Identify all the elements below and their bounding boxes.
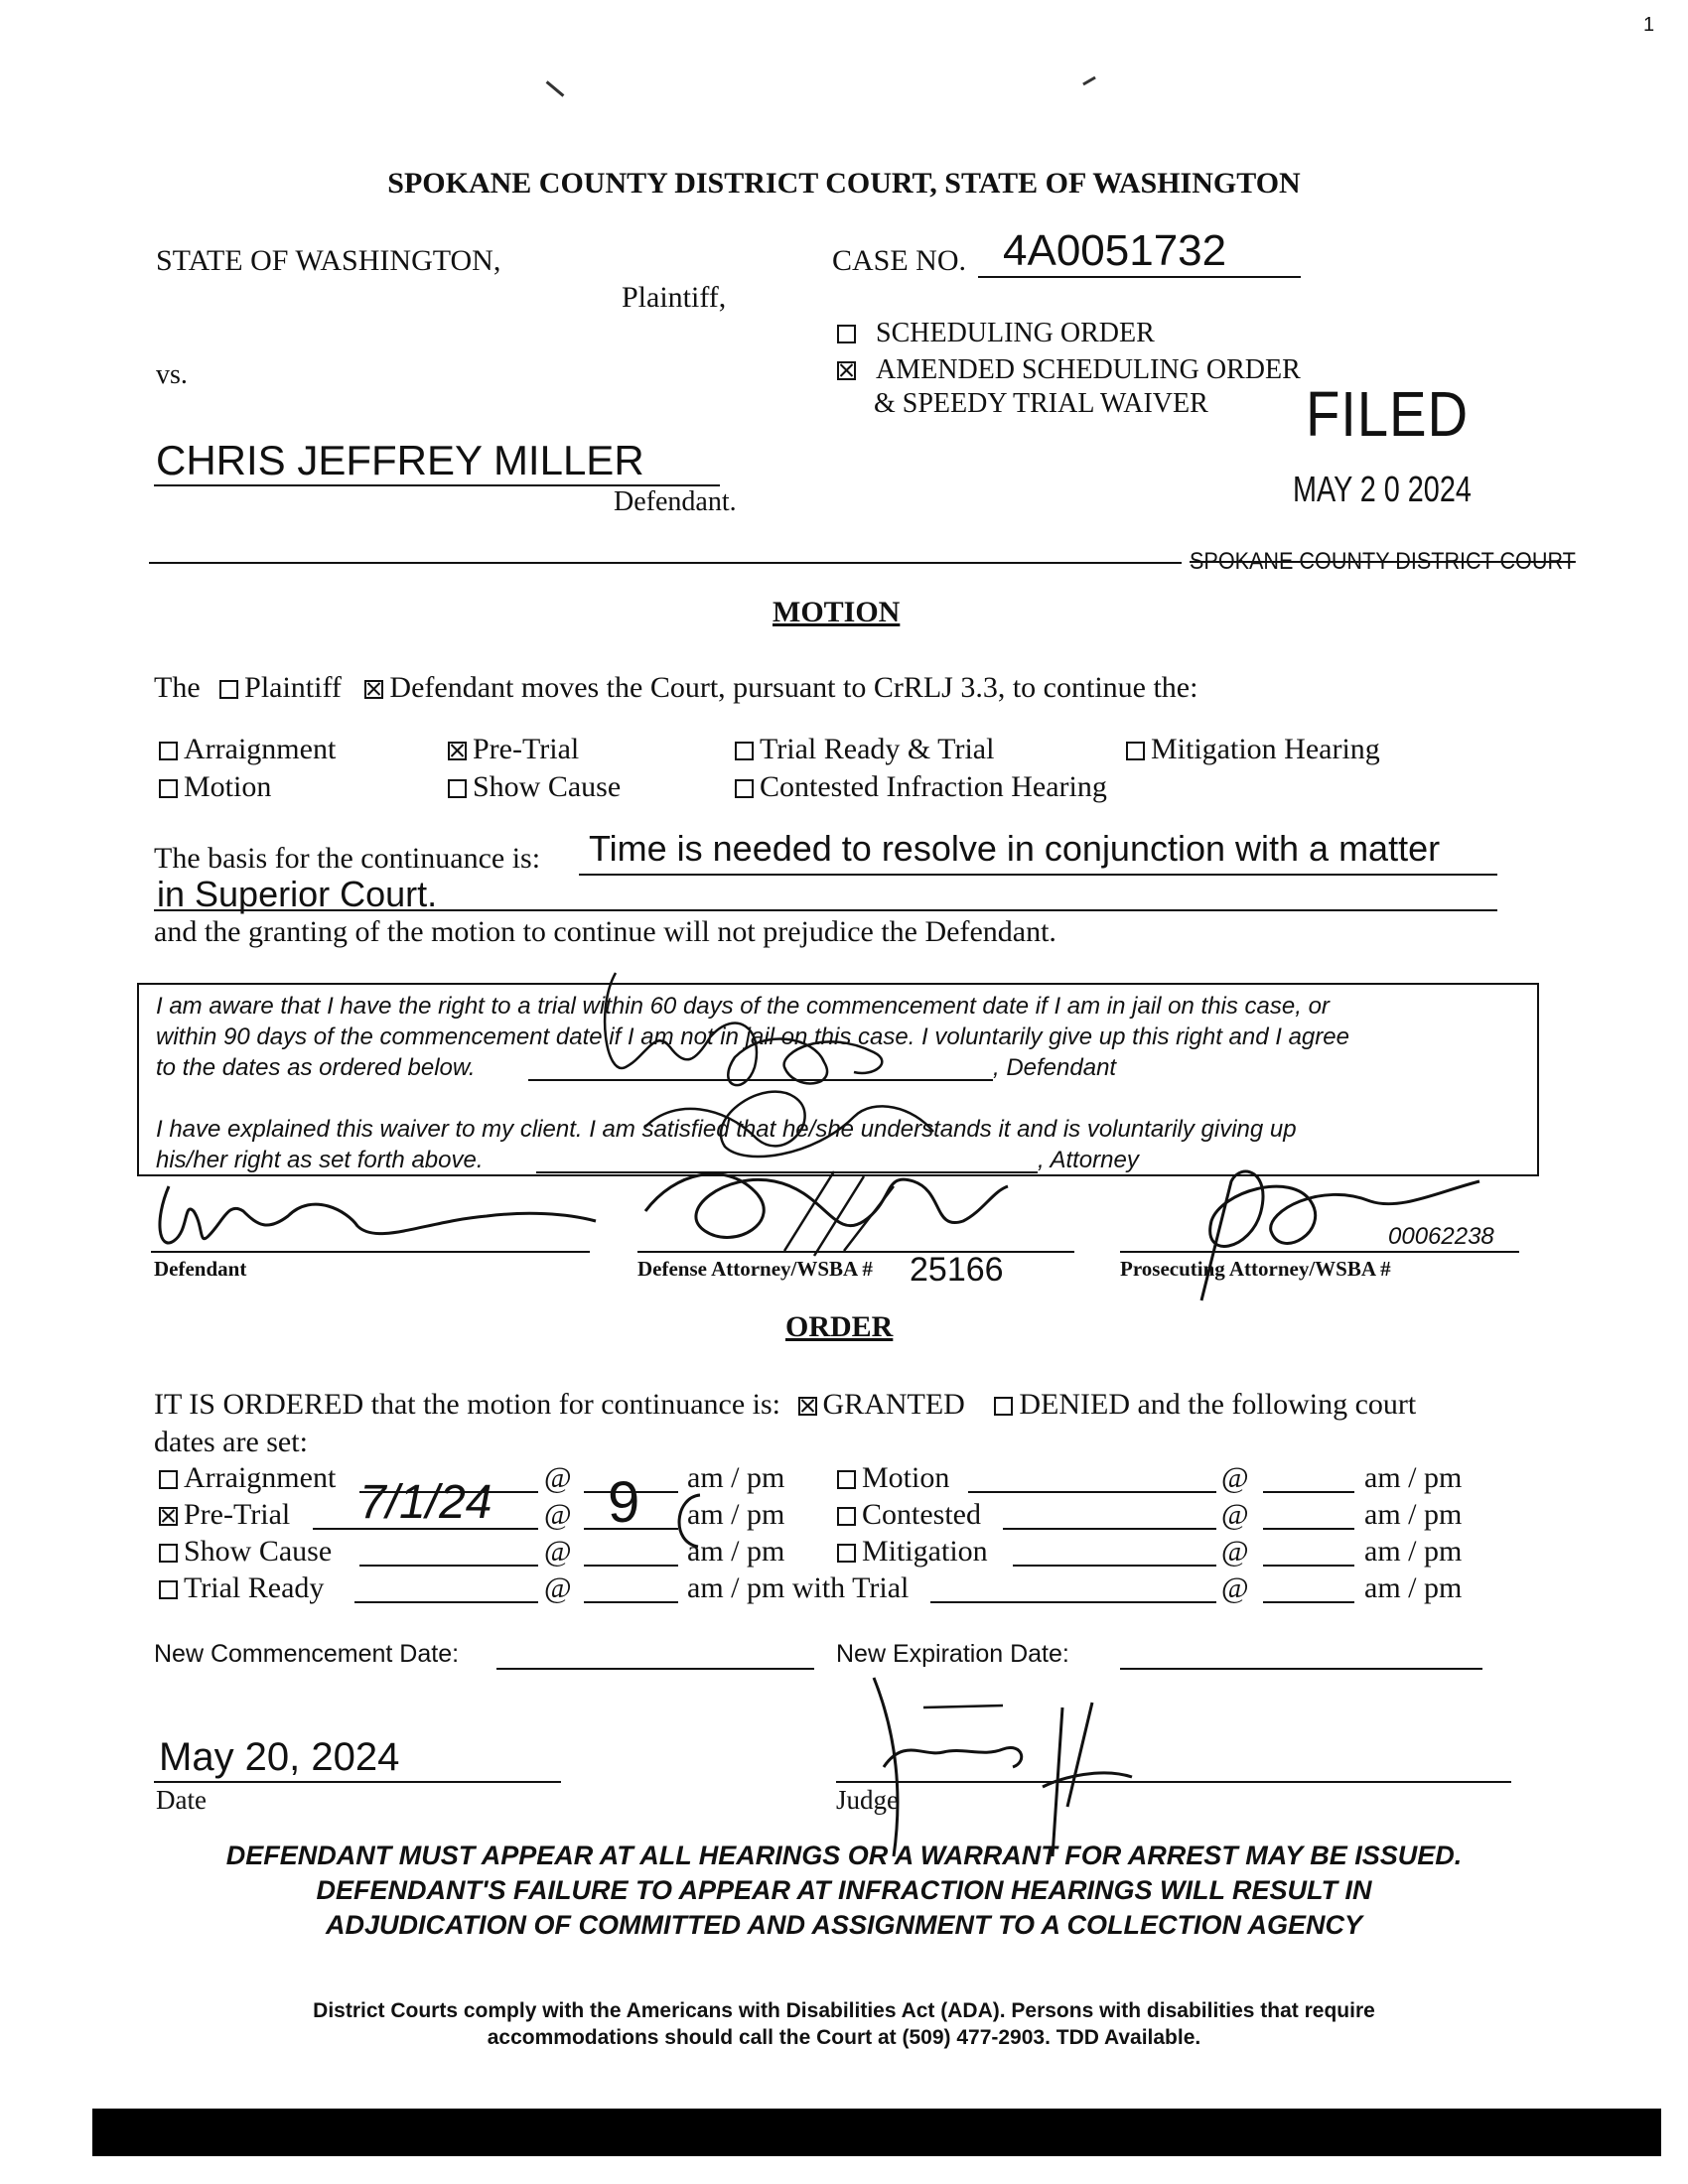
form-option-amended-label: AMENDED SCHEDULING ORDER [876,354,1301,385]
mitigation-date-line [1013,1565,1216,1567]
trial-date-line [930,1601,1216,1603]
defense-attorney-label: Defense Attorney/WSBA # [637,1257,873,1281]
trial-ready-at: @ [544,1571,572,1604]
trial-ready-date-line [354,1601,538,1603]
checkbox-order-motion[interactable] [837,1470,856,1489]
hearing-option-label: Trial Ready & Trial [760,733,995,765]
checkbox-denied[interactable] [994,1397,1013,1416]
checkbox-contested-infraction[interactable] [735,779,754,798]
order-heading: ORDER [785,1310,894,1343]
contested-ampm: am / pm [1364,1498,1463,1531]
order-row-label: Mitigation [862,1535,988,1568]
waiver-line-5: his/her right as set forth above. [156,1147,484,1173]
order-ruling [154,1388,1416,1422]
appearance-warning-line-3: ADJUDICATION OF COMMITTED AND ASSIGNMENT TO A COLLECTION AGENCY [326,1910,1362,1940]
basis-line-2: in Superior Court. [157,874,438,914]
order-row-label: Pre-Trial [184,1498,291,1531]
case-number: 4A0051732 [1003,226,1227,275]
order-row-label: Motion [862,1461,950,1494]
mitigation-time-line [1263,1565,1354,1567]
order-row-label: Show Cause [184,1535,333,1568]
dates-set-label: dates are set: [154,1426,308,1458]
versus-label: vs. [156,359,188,390]
caption-divider [149,562,1182,564]
filed-stamp-court: SPOKANE COUNTY DISTRICT COURT [1190,548,1576,575]
hearing-option-label: Contested Infraction Hearing [760,770,1107,803]
date-label: Date [156,1785,207,1815]
hearing-option-contested [735,770,1107,804]
checkbox-order-trial-ready[interactable] [159,1580,178,1599]
order-row-pre-trial [159,1498,290,1532]
motion-heading: MOTION [773,596,901,628]
checkbox-granted[interactable] [798,1397,817,1416]
form-option-amended [837,354,1301,386]
defense-attorney-signature-scribble [635,1152,1013,1261]
new-commencement-label: New Commencement Date: [154,1640,460,1668]
contested-at: @ [1221,1498,1249,1531]
defendant-signature-scribble [149,1181,616,1256]
order-row-contested [837,1498,981,1532]
basis-underline-1 [579,874,1497,876]
case-number-label: CASE NO. [832,244,967,277]
order-denied-label: DENIED and the following court [1019,1388,1417,1421]
checkbox-order-arraignment[interactable] [159,1470,178,1489]
hearing-option-arraignment [159,733,336,766]
checkbox-mitigation-hearing[interactable] [1126,742,1145,760]
checkbox-arraignment[interactable] [159,742,178,760]
form-option-scheduling-label: SCHEDULING ORDER [876,318,1155,348]
contested-time-line [1263,1528,1354,1530]
basis-underline-2 [154,909,1497,911]
motion-at: @ [1221,1461,1249,1494]
trial-time-line [1263,1601,1354,1603]
waiver-line-4: I have explained this waiver to my client. I am satisfied that he/she understands it and is voluntarily giving up [156,1116,1297,1143]
checkbox-motion[interactable] [159,779,178,798]
ada-notice-line-1: District Courts comply with the Americans with Disabilities Act (ADA). Persons with disabilities that require [313,1999,1375,2022]
order-row-motion [837,1461,949,1495]
checkbox-show-cause[interactable] [448,779,467,798]
mitigation-at: @ [1221,1535,1249,1568]
plaintiff-role: Plaintiff, [622,281,727,314]
mitigation-ampm: am / pm [1364,1535,1463,1568]
new-commencement-line [496,1668,814,1670]
pre-trial-at: @ [544,1498,572,1531]
trial-ampm: am / pm [1364,1571,1463,1604]
ada-notice-line-2: accommodations should call the Court at (509) 477-2903. TDD Available. [487,2026,1201,2049]
form-option-scheduling [837,318,1155,349]
show-cause-at: @ [544,1535,572,1568]
arraignment-at: @ [544,1461,572,1494]
waiver-line-1: I am aware that I have the right to a trial within 60 days of the commencement date if I am in jail on this case, or [156,993,1330,1020]
motion-time-line [1263,1491,1354,1493]
motion-the: The [154,671,201,704]
page-number: 1 [1643,14,1655,36]
case-number-line [978,276,1301,278]
trial-ready-ampm-with-trial: am / pm with Trial [687,1571,910,1604]
motion-plaintiff-label: Plaintiff [244,671,342,704]
motion-ampm: am / pm [1364,1461,1463,1494]
show-cause-date-line [359,1565,538,1567]
motion-date-line [968,1491,1216,1493]
checkbox-plaintiff[interactable] [219,680,238,699]
defense-attorney-wsba: 25166 [910,1251,1004,1289]
trial-at: @ [1221,1571,1249,1604]
defense-attorney-signature-line [637,1251,1074,1253]
judge-signature-scribble [864,1668,1182,1866]
order-row-trial-ready [159,1571,324,1605]
order-row-show-cause [159,1535,332,1569]
prosecutor-label: Prosecuting Attorney/WSBA # [1120,1257,1391,1281]
hearing-option-mitigation [1126,733,1380,766]
order-ruling-text: IT IS ORDERED that the motion for continuance is: [154,1388,781,1421]
scan-speck [1082,76,1096,86]
appearance-warning-line-2: DEFENDANT'S FAILURE TO APPEAR AT INFRACTION HEARINGS WILL RESULT IN [316,1875,1372,1905]
pre-trial-date: 7/1/24 [359,1476,492,1529]
basis-label: The basis for the continuance is: [154,842,541,875]
defendant-signature-line [151,1251,590,1253]
hearing-option-label: Mitigation Hearing [1151,733,1380,765]
appearance-warning-line-1: DEFENDANT MUST APPEAR AT ALL HEARINGS OR A WARRANT FOR ARREST MAY BE ISSUED. [225,1841,1463,1870]
checkbox-order-mitigation[interactable] [837,1544,856,1563]
new-expiration-label: New Expiration Date: [836,1640,1069,1668]
checkbox-scheduling-order[interactable] [837,325,856,343]
hearing-option-label: Show Cause [473,770,622,803]
hearing-option-label: Pre-Trial [473,733,580,765]
scan-speck [546,80,565,96]
motion-defendant-label: Defendant moves the Court, pursuant to CrRLJ 3.3, to continue the: [389,671,1198,704]
judge-label: Judge [836,1785,899,1815]
show-cause-ampm: am / pm [687,1535,785,1568]
order-date: May 20, 2024 [159,1735,400,1779]
court-title: SPOKANE COUNTY DISTRICT COURT, STATE OF WASHINGTON [387,167,1301,200]
prosecutor-wsba: 00062238 [1388,1223,1494,1250]
hearing-option-pre-trial [448,733,579,766]
checkbox-trial-ready[interactable] [735,742,754,760]
hearing-option-motion [159,770,271,804]
defendant-signature-label: Defendant [154,1257,247,1281]
checkbox-defendant[interactable] [364,680,383,699]
checkbox-order-show-cause[interactable] [159,1544,178,1563]
plaintiff-name: STATE OF WASHINGTON, [156,244,501,277]
hearing-option-show-cause [448,770,621,804]
order-row-label: Contested [862,1498,981,1531]
defendant-role: Defendant. [614,486,737,517]
no-prejudice-text: and the granting of the motion to continue will not prejudice the Defendant. [154,915,1056,948]
motion-moving-party [154,671,1197,705]
basis-line-1: Time is needed to resolve in conjunction with a matter [589,828,1441,869]
pre-trial-date-line [313,1528,538,1530]
show-cause-time-line [584,1565,678,1567]
hearing-option-trial-ready [735,733,994,766]
waiver-defendant-suffix: , Defendant [993,1054,1117,1081]
waiver-line-3: to the dates as ordered below. [156,1054,476,1081]
checkbox-order-pre-trial[interactable] [159,1507,178,1526]
arraignment-ampm: am / pm [687,1461,785,1494]
filed-stamp: FILED [1306,378,1470,450]
date-line [154,1781,561,1783]
waiver-attorney-suffix: , Attorney [1038,1147,1139,1173]
order-granted-label: GRANTED [822,1388,965,1421]
hearing-option-label: Arraignment [184,733,337,765]
pre-trial-time: 9 [608,1470,640,1535]
waiver-signatures-scribble [496,968,1053,1176]
prosecutor-signature-line [1120,1251,1519,1253]
defendant-name: CHRIS JEFFREY MILLER [156,437,644,483]
order-row-label: Trial Ready [184,1571,325,1604]
scan-edge-bar [92,2109,1661,2156]
form-option-continued: & SPEEDY TRIAL WAIVER [874,388,1208,419]
order-row-arraignment [159,1461,336,1495]
trial-ready-time-line [584,1601,678,1603]
contested-date-line [1003,1528,1216,1530]
judge-signature-line [836,1781,1511,1783]
waiver-line-2: within 90 days of the commencement date if I am not in jail on this case. I voluntarily give up this right and I agree [156,1024,1349,1050]
checkbox-pre-trial[interactable] [448,742,467,760]
checkbox-amended-scheduling-order[interactable] [837,361,856,380]
checkbox-order-contested[interactable] [837,1507,856,1526]
order-row-label: Arraignment [184,1461,337,1494]
filed-stamp-date: MAY 2 0 2024 [1293,469,1472,509]
pre-trial-ampm: am / pm [687,1498,785,1531]
order-row-mitigation [837,1535,988,1569]
hearing-option-label: Motion [184,770,272,803]
